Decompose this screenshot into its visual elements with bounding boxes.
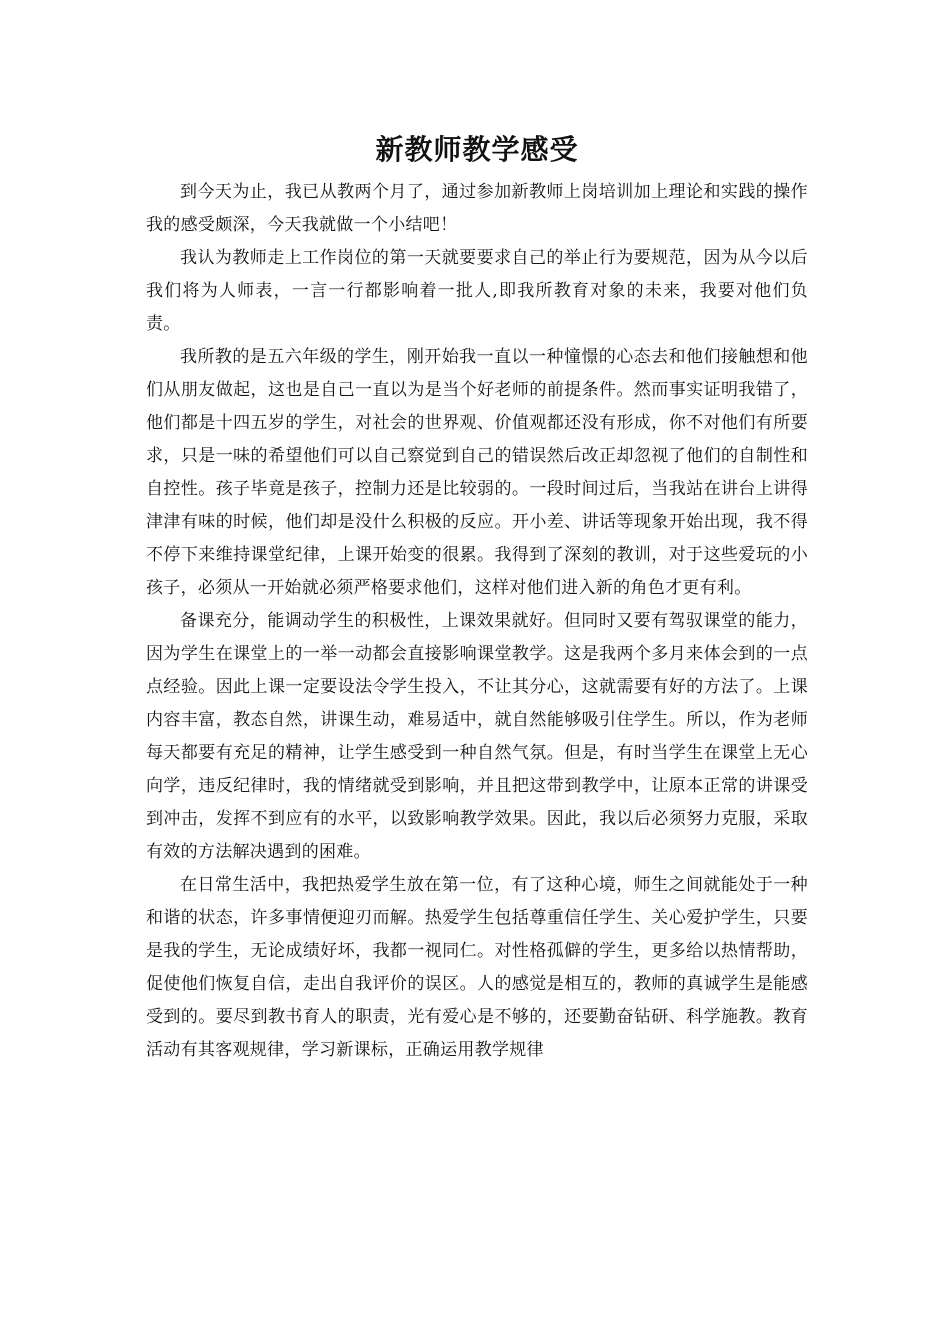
document-title: 新教师教学感受: [375, 133, 579, 166]
paragraph-2: 我认为教师走上工作岗位的第一天就要要求自己的举止行为要规范，因为从今以后我们将为人师表，一言一行都影响着一批人,即我所教育对象的未来，我要对他们负责。: [146, 248, 808, 334]
paragraph-5: 在日常生活中，我把热爱学生放在第一位，有了这种心境，师生之间就能处于一种和谐的状态，许多事情便迎刃而解。热爱学生包括尊重信任学生、关心爱护学生，只要是我的学生，无论成绩好坏，我都一视同仁。对性格孤僻的学生，更多给以热情帮助，促使他们恢复自信，走出自我评价的误区。人的感觉是相互的，教师的真诚学生是能感受到的。要尽到教书育人的职责，光有爱心是不够的，还要勤奋钻研、科学施教。教育活动有其客观规律，学习新课标，正确运用教学规律: [146, 875, 808, 1060]
paragraph-1: 到今天为止，我已从教两个月了，通过参加新教师上岗培训加上理论和实践的操作我的感受颇深，今天我就做一个小结吧！: [146, 182, 808, 235]
paragraph-4: 备课充分，能调动学生的积极性，上课效果就好。但同时又要有驾驭课堂的能力，因为学生在课堂上的一举一动都会直接影响课堂教学。这是我两个多月来体会到的一点点经验。因此上课一定要设法令学生投入，不让其分心，这就需要有好的方法了。上课内容丰富，教态自然，讲课生动，难易适中，就自然能够吸引住学生。所以，作为老师每天都要有充足的精神，让学生感受到一种自然气氛。但是，有时当学生在课堂上无心向学，违反纪律时，我的情绪就受到影响，并且把这带到教学中，让原本正常的讲课受到冲击，发挥不到应有的水平，以致影响教学效果。因此，我以后必须努力克服，采取有效的方法解决遇到的困难。: [146, 611, 808, 862]
paragraph-3: 我所教的是五六年级的学生，刚开始我一直以一种憧憬的心态去和他们接触想和他们从朋友做起，这也是自己一直以为是当个好老师的前提条件。然而事实证明我错了，他们都是十四五岁的学生，对社会的世界观、价值观都还没有形成，你不对他们有所要求，只是一味的希望他们可以自己察觉到自己的错误然后改正却忽视了他们的自制性和自控性。孩子毕竟是孩子，控制力还是比较弱的。一段时间过后，当我站在讲台上讲得津津有味的时候，他们却是没什么积极的反应。开小差、讲话等现象开始出现，我不得不停下来维持课堂纪律，上课开始变的很累。我得到了深刻的教训，对于这些爱玩的小孩子，必须从一开始就必须严格要求他们，这样对他们进入新的角色才更有利。: [146, 347, 808, 598]
document-body: [146, 128, 808, 1067]
